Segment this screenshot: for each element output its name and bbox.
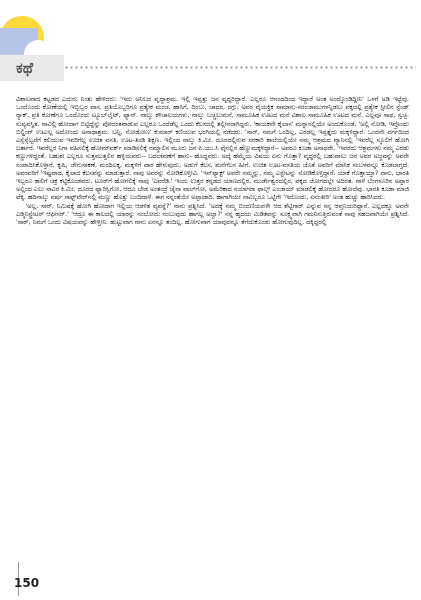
page-number: 150	[14, 576, 40, 590]
dotted-rule	[64, 66, 416, 69]
section-label: ಕಥೆ	[16, 59, 34, 77]
paragraph: ವಿಶಾಲವಾದ ಕಟ್ಟಡದ ಎದುರು ನಿಂತು ಹೇಳಿದರು: 'ಇದು ಅನಿಲದ ವೃದ್ಧಾಶ್ರಮ. ಇಲ್ಲಿ ಇಪ್ಪತ್ತು ಜನ ವೃದ್ಧರಿದ್ದಾರೆ. ಎಲ್ಲರೂ ಆನಂದದಿಂದ ಇದ್ದಾರೆ ಅಂತ ಅಂದ್ಕೊಂಡಿದ್ದೀನಿ' ಒಳಗೆ ಅಡಿ ಇಟ್ಟೆವು. ಒಂದೊಂದು ಕೋಣೆಯಲ್ಲಿ ಇಬ್ಬಿಬ್ಬರ ವಾಸ. ಪ್ರತಿಯೊಬ್ಬರಿಗೂ ಪ್ರತ್ಯೇಕ ಮಂಚ, ಹಾಸಿಗೆ, ದಿಂಬು, ಚಾದರ, ರಗ್ಗು. ಅವರ ವೈಯಕ್ತಿಕ ಸಾಮಾನು-ಸರಂಜಾಮುಗಳನ್ನಿಡಲು ಪಕ್ಕದಲ್ಲಿ ಪ್ರತ್ಯೇಕ ಸ್ಟೀಲಿನ ಸ್ಟೆಂಡ್ ರ್‍ಯಾಕ್. ಪ್ರತಿ ಕೋಣೆಗೂ ಒಂದೊಂದು ಟ್ಯೂಬ್‌ಲೈಟ್, ಫ್ಯಾನ್. ನಾಲ್ಕು ಶೌಚಾಲಯಗಳು, ನಾಲ್ಕು ಬಚ್ಚಲುಮನೆ, ಸಾಮೂಹಿಕ ಊಟದ ಮನೆ ವಿಶಾಲ ಸಾಮೂಹಿಕ ಊಟದ ಮನೆ. ಎಲ್ಲವೂ ಸಾಫ, ಸ್ವಚ್ಛ. ಸುವ್ಯವಸ್ಥಿತ. ನಾವಿಲ್ಲಿ ಹೋದಾಗ ಬಿಟ್ಟಿದ್ದೆನ್ನು ಪೋದಂತವಾಡುವ ಎಲ್ಲರೂ ಒಂದೆಡೆಲ್ಲ ಒಂದು ಕೆಲಸದಲ್ಲಿ ತಲ್ಲೀನರಾಗಿದ್ದರು. 'ಕಾಯಕವೇ ಕೈಲಾಸ' ಮನ್ನಾನಲ್ಲಿಯೇ ಅಂದುಕೊಂಡೆ, 'ಅಲ್ಲಿ ನೋಡಿ, ಇವ್ರೊಂದು ಬಿಲ್ಡಿಂಗ್ ಉಟುಲ್ಲ ಅದೋಂದು ಅನಾಥಾಶ್ರಮ. ಬನ್ನಿ, ನೋಡೋಣ' ಕುಮಾರ್ ಕಣಿಯುವ ಭಂಗಿಯಲ್ಲಿ ನಡೆದರು. 'ಸಾರ್, ನಮಗೆ ಒಂದಿಲ್ಲ, ಎರಡಲ್ಲ ಇಪ್ಪತ್ತೈದು ಮಕ್ಕಳಿದ್ದಾರೆ. ಒಂದನೇ ವರ್ಗದಿಂದ ಎಸ್ಸೆಸ್ಸೆಲ್ವರೆಗೆ ಕಲಿಯುವ ಇವರಿಗೆಲ್ಲ ಉಚಿತ ವಸತಿ, ಊಟ-ತಿಂಡಿ ಶಿಕ್ಷಣ. ಇಲ್ಲಿಂದ ನಾಲ್ಕು ಕಿ.ಮೀ. ದೂರದಲ್ಲಿರುವ ಸರಕಾರಿ ಶಾಲೆಯಲ್ಲಿಯೇ ನಮ್ಮ ಆಶ್ರಮದ ವ್ಯಾನಿನಲ್ಲಿ 'ಇವರೆಲ್ಲ ಸ್ಕೂಲಿಗೆ ಹೋಗಿ ಬರ್ತಾರೆ. ಇವರೆಲ್ಲರ ನಿಗಾ ವಹಿಸಲಿಕ್ಕೆ ಹೋಮ್‌ವರ್ಕ್ ಮಾಡಿಸಲಿಕ್ಕೆ ನಮ್ಮಾಲಿನ ಮೂರು ಜನ ಪಿ.ಯು.ಸಿ ಫೈನಲ್ಲಿನ ಹೆಣ್ಣುಮಕ್ಕಳಿದ್ದಾರೆ-- ಅವರೂ ಕೂಡಾ ಅನಾಥರೇ. 'ಇವರದು ಆಶ್ರಮಗಳು ನಮ್ಮ ಎರಡು ಕಣ್ಣುಗಳಿದ್ದಂತೆ. ಬಹುಶಃ ಎಲ್ಲರೂ ಸುತ್ತಮುತ್ತಲಿನ ಹಳ್ಳಿಯವರು-- ಬದಲಾವಣೆಗೆ ಹಾಸು- ಹೊದ್ದವರು. ಅದ್ಕೆ ಹೆಮ್ಮೆಯ ವಿಷಯ ಏನು ಗೊತ್ತಾ? ವೃದ್ಧರಲ್ಲಿ ಬಹುಪಾಲು ಜನ ಅವರ ಅಜ್ಜವನ್ನು ಅವರೇ ಸಂಪಾದಿಸಿಕೊಳ್ತಾರೆ. ಕೃಷಿ, ಜೇನುಸಾಕಣೆ, ಮಂದಿಲಕ್ಕ, ಮಕ್ಕಳಿಗೆ ಪಾಠ ಹೇಳುವುದು, ಅಡುಗೆ ಕೆಲಸ, ಮನೆಗೆಲಸ ಹೀಗೆ. ಉಚಿತ ಊಟ-ವಸತಿಯ ಜೊತೆ ಅವರಿಗೆ ಮಾಸಿಕ ಸಂಬಳವನ್ನೂ ಕೊಡಲಾಗ್ತದೆ. ಅವರವರಿಗೆ 'ಇಷ್ಟವಾದ, ಕೈಲಾದ ಕೆಲಸವನ್ನು ಮಾಡುತ್ತಾರೆ. ನಾವು ಅವರನ್ನು ನೋಡಿಕೊಳ್ತೀವಿ. 'ಇನ್‌ಫ್ಯಾಕ್ಟ್ ಅವರೇ ನಮ್ಮನ್ನು, ನಮ್ಮ ಎಸ್ಟೇಟನ್ನು ನೋಡಿಕೊಳ್ತಿದ್ದಾರೆ. ಯಾಕೆ ಗೊತ್ತಾಯ್ತಾ? ನಾನು, ಭಾರತಿ ಇಬ್ಬರೂ ಕಾಲಿಗೆ ಚಕ್ರ ಕಟ್ಟಿಕೊಂಡವರು. ಟೂರ್‌ಗೆ ಹೋಗಲಿಕ್ಕೆ ನಾವು 'ಎವರೆಡಿ.' ಇಂದು ಉತ್ತರ ಕನ್ನಡದ ಯಾಣದಲ್ಲಿರ, ಮುರ್ಡೇಶ್ವರದಲ್ಲಿರ, ಪಕ್ಕದ ಜೋಗದಲ್ಲೇ ಅದಿರತ. ನಾಳೆ ಬೆಂಗಳೂರಿನ ಅಪ್ಪಾರ ಅಲ್ಲಿಂದ ಎಲು ಸಾವಿರ ಕಿ.ಮೀ. ದೂರದ ಫ್ಯಾರಿಸ್ಸಿಗೋ, ಆದೂ ಬೇಡ ಅಂತಂದ್ರೆ ಚೈನಾ ವಾಲ್‌ಗೋ, ಅಮೆರಿಕಾದ ನಯಾಗರಾ ಫಾಲ್ಸ್ ಎಂಜಾಯ್ ಮಾಡಲಿಕ್ಕೆ ಹೋದರೂ ಹೋದೆವು. ಭಾರತಿ ಕೂಡಾ ಮಾಜಿ ಟೆಕ್ಕಿ. ಹದಿನಾಲ್ಕು ವರ್ಷ ಸಾಫ್ಟ್‌ವೇರ್‌ನಲ್ಲಿ ಮಣ್ಣು ಹೊತ್ತು ಬಂದಿದಾಳೆ. ಈಗ ನನ್ನಂತೆಯೇ ಅವ್ಪಾಟಾದಿ. ಹಾಗಾಗಿಯೇ ನಾವಿಬ್ಬರೂ ಒಟ್ಟಿಗೇ 'ಇದೊಂದು, ಏನಂತೀರಿ' ಅಂತ ಹುಚ್ಚು ಹಾರಿಸಿದರು.	[16, 96, 409, 202]
section-header	[0, 55, 421, 81]
article-body	[16, 96, 409, 227]
paragraph: 'ಅಲ್ಲ, ಸಾರ್, ನಿಮಿಷಕ್ಕೆ ಹೋಗಿ ಹೋದಾಗ ಇಲ್ಲಿಯ ಆಡಳಿತ ವ್ಯವಸ್ಥೆ?' ನಾನು ಪ್ರಶ್ನಿಸಿದೆ. 'ಅದಕ್ಕೆ ನಮ್ಮ ಬಿಂದಣಿಯವಳೇ ಆದ ಶೆಟ್ಟಿಗಾರ್ ಎನ್ನುವ ನನ್ನ ಆಪ್ತನಿಯರಿದ್ದಾನೆ. ಎಲ್ಲದಕ್ಕೂ ಅವನೇ ಎಡ್ಮಿನಿಸ್ಟ್ರೇಟರ್ ಆಫೀಸರ್.' 'ಆದ್ರೂ ಈ ಕಾಲದಲ್ಲಿ ಯಾರನ್ನು ನಂಬೋದು ನಂಬುವುದು ಹಾಗಲ್ಲ ಅಲ್ವಾ?' ನನ್ನ ಹೃದಯ ಮಿಡಿತವನ್ನು ಸೂಕ್ಷ್ಮವಾಗಿ ಗಮನಿಸುತ್ತಿರುವಂತೆ ನಾವು ಸಹಜವಾಗಿಯೇ ಪ್ರಶ್ನಿಸಿದೆ. 'ಸಾರ್, ನಿಮಗೆ ಒಂದು ವಿಷಯವನ್ನು ಹೇಳ್ತೀನಿ. ಹುಟ್ಟುವಾಗ ನಾನು ಏನನ್ನೂ ತಂದಿಲ್ಲ. ಹೋಗುವಾಗ ಯಾವುದನ್ನೂ ತೆಗೆದುಕೊಂಡು ಹೋಗುವುದಿಲ್ಲ. ದಕ್ಕಿದ್ದರಲ್ಲಿ	[16, 202, 409, 227]
